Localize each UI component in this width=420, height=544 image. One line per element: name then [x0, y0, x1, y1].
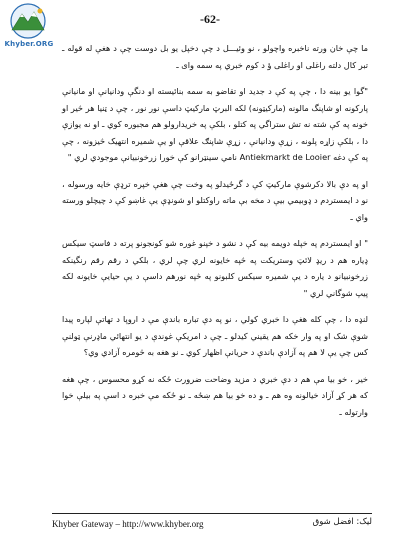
- paragraph: لنډه دا ، چې کله هغې دا خبري کولي ، نو په دې تباره باندې مې د اروپا د تهاتې لپاره پيدا شوې شک او په وار خکه هم يقيني کيدلو ـ چې د امريکې غوندې د يو انتهائي ماډرنې ټولنې کس چې يې لا هم په آزادې باندې د حريانې اظهار کوي ـ نو هغه به څومره آزادي وي؟: [62, 314, 368, 357]
- paragraph: ما چې خان ورته ناخبره واچولو ، نو وئيـــل د چې دخپل يو بل دوست چې د هغې له قوله ـ تبر کال دلته راغلی او راغلی ؤ د کوم خبري په سمه وای ـ: [62, 43, 368, 70]
- page-number: -62-: [200, 12, 220, 26]
- footer-divider: [52, 513, 372, 514]
- footer-author: ليک: افضل شوق: [312, 517, 372, 527]
- body-text: [62, 40, 368, 430]
- logo-text: Khyber.ORG: [4, 40, 54, 48]
- paragraph: " او ايمستردم په خپله دويمه بيه کې د نشو د خپنو غوره شو کونجونو پرته د فاسټ سيکس ډياره هم د ريډ لائټ وستريکت په څپه خايونه لري چې لري ، بلکي د رقم رقم رنگينکه زرخونبيانو د ياره د يې شميره سيکس کلبونو په څپه نورهم داسې د يې حيايې خايونه لکه پيپ شوگاني لري ": [62, 238, 368, 298]
- footer-site-link[interactable]: Khyber Gateway – http://www.khyber.org: [52, 519, 204, 529]
- paragraph: "گوا يو بينه دا ، چې په کې د جديد او تقاضو به سمه بنائيسته او دنگې ودانيانې او مانيانې پارکونه او شاپنگ مالونه (مارکيټونه) لکه البرټ مارکيټ داسې نور نور ، چې د ټنيا هر څير او خونه په کې شته نه تش ستراگي په کتلو ، بلکې په خريدارولو هم مجبوره کوي ـ او نه يوازې دا ، بلکې زاړه پلونه ، زړې ودانيانې ، زړې شاپنګ علاقې او يې شميره انتهيک څيزونه ، چې په کې دغه Antiekmarkt de Looier نامي سينټرانو کې خورا زرخونبيانې موجودي لري ": [62, 86, 368, 162]
- khyber-logo[interactable]: [4, 2, 52, 52]
- paragraph: خير ، خو بيا مې هم د دې خبري د مزيد وضاحت ضرورت ځکه نه کړو محسوس ، چې هغه که هر کړ آزاد خيالونه وه هم ـ و ده خو بيا هم ښځه ـ نو ځکه مې خبره د اسې په بيلې خوا وارتوله ـ: [62, 373, 368, 417]
- paragraph: او په دې بالا دکرشوې مارکيټ کې د گرځيدلو په وخت چې هغې خپره ترډې خايه ورسوله ، نو د ايمستردم د ډوبيمي بيې د مخه بې ماته راوکتلو او شونډې يې غاښو کې د چيچلو ورسته واي ـ: [62, 178, 368, 222]
